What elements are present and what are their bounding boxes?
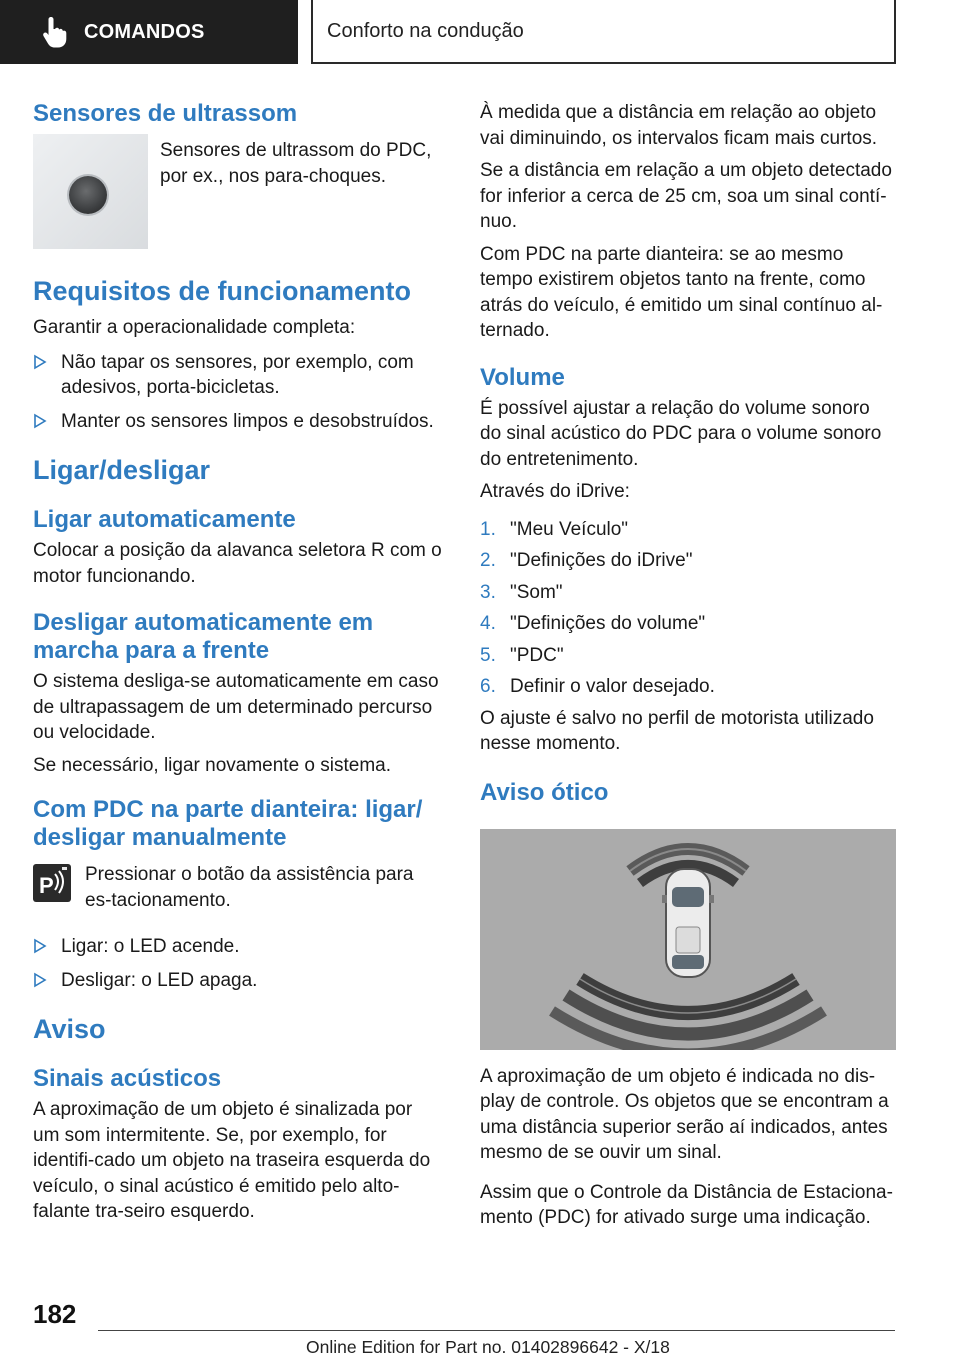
sensors-heading: Sensores de ultrassom xyxy=(33,100,298,127)
list-item: 4. "Definições do volume" xyxy=(480,613,706,634)
optical-text-2: Assim que o Controle da Distância de Estaciona-mento (PDC) for ativado surge uma indicação. xyxy=(480,1181,893,1228)
list-item: 5. "PDC" xyxy=(480,644,564,666)
sensors-caption: Sensores de ultrassom do PDC, por ex., nos para-choques. xyxy=(160,140,432,187)
right-column xyxy=(480,100,896,1238)
sensor-icon xyxy=(69,176,107,214)
auto-on-heading: Ligar automaticamente xyxy=(33,506,296,533)
volume-heading: Volume xyxy=(480,363,565,391)
volume-text: É possível ajustar a relação do volume sonoro do sinal acústico do PDC para o volume sonoro do entretenimento. xyxy=(480,397,882,470)
optical-text: A aproximação de um objeto é indicada no dis-play de controle. Os objetos que se encontram a uma distância superior serão aí indicados, antes mesmo de se ouvir um sinal. xyxy=(480,1065,889,1163)
page-number: 182 xyxy=(33,1299,77,1329)
idrive-intro: Através do iDrive: xyxy=(480,481,630,502)
list-item: Ligar: o LED acende. xyxy=(33,934,443,960)
list-item: Desligar: o LED apaga. xyxy=(33,968,443,994)
auto-off-text: O sistema desliga-se automaticamente em caso de ultrapassagem de um determinado percurso ou velocidade. xyxy=(33,671,439,743)
requirements-intro: Garantir a operacionalidade completa: xyxy=(33,317,356,338)
list-item: 3. "Som" xyxy=(480,581,563,603)
footer-divider xyxy=(98,1330,895,1331)
parking-display-image xyxy=(480,829,896,1050)
list-item: Não tapar os sensores, por exemplo, com adesivos, porta-bicicletas. xyxy=(33,350,443,401)
svg-text:P: P xyxy=(39,873,54,898)
hand-pointer-icon xyxy=(40,15,70,49)
distance-text: À medida que a distância em relação ao objeto vai diminuindo, os intervalos ficam mais curtos. xyxy=(480,102,878,149)
requirements-heading: Requisitos de funcionamento xyxy=(33,276,412,306)
acoustic-heading: Sinais acústicos xyxy=(33,1065,222,1092)
triangle-bullet-icon xyxy=(33,971,47,989)
footer-edition: Online Edition for Part no. 01402896642 - X/18 xyxy=(306,1337,670,1357)
car-with-sensor-zones-icon xyxy=(480,829,896,1050)
left-column xyxy=(33,100,443,1232)
section-label: COMANDOS xyxy=(84,20,205,43)
parking-button-row xyxy=(33,862,443,920)
list-item: Manter os sensores limpos e desobstruídos. xyxy=(33,409,443,435)
manual-heading: Com PDC na parte dianteira: ligar/ desligar manualmente xyxy=(33,796,423,851)
warning-heading: Aviso xyxy=(33,1014,106,1044)
section-tab xyxy=(0,0,298,64)
chapter-tab xyxy=(311,0,896,64)
list-item: 6. Definir o valor desejado. xyxy=(480,676,715,697)
continuous-signal-text: Se a distância em relação a um objeto detectado for inferior a cerca de 25 cm, soa um sinal contí-nuo. xyxy=(480,160,892,232)
saved-text: O ajuste é salvo no perfil de motorista utilizado nesse momento. xyxy=(480,707,874,754)
optical-heading: Aviso ótico xyxy=(480,778,609,806)
auto-off-heading: Desligar automaticamente em marcha para a frente xyxy=(33,609,374,664)
triangle-bullet-icon xyxy=(33,412,47,430)
requirements-list xyxy=(33,350,443,435)
list-item: 2. "Definições do iDrive" xyxy=(480,550,693,571)
list-item: 1. "Meu Veículo" xyxy=(480,518,629,540)
triangle-bullet-icon xyxy=(33,353,47,371)
acoustic-text: A aproximação de um objeto é sinalizada por um som intermitente. Se, por exemplo, for identifi-cado um objeto na traseira esquerda do veículo, o sinal acústico é emitido pelo alto-falante tra-seiro esquerdo. xyxy=(33,1099,431,1222)
chapter-label: Conforto na condução xyxy=(327,19,524,42)
sensors-figure xyxy=(33,134,443,249)
ultrasonic-sensor-image xyxy=(33,134,148,249)
manual-list xyxy=(33,934,443,993)
onoff-heading: Ligar/desligar xyxy=(33,455,211,485)
front-pdc-text: Com PDC na parte dianteira: se ao mesmo tempo existirem objetos tanto na frente, como atrás do veículo, é emitido um sinal contínuo al-ternado. xyxy=(480,243,883,341)
manual-text: Pressionar o botão da assistência para es-tacionamento. xyxy=(85,864,414,911)
parking-assist-button-icon xyxy=(33,864,71,902)
auto-on-text: Colocar a posição da alavanca seletora R com o motor funcionando. xyxy=(33,540,442,587)
triangle-bullet-icon xyxy=(33,937,47,955)
idrive-steps xyxy=(480,517,896,700)
auto-off-text-2: Se necessário, ligar novamente o sistema. xyxy=(33,754,392,776)
